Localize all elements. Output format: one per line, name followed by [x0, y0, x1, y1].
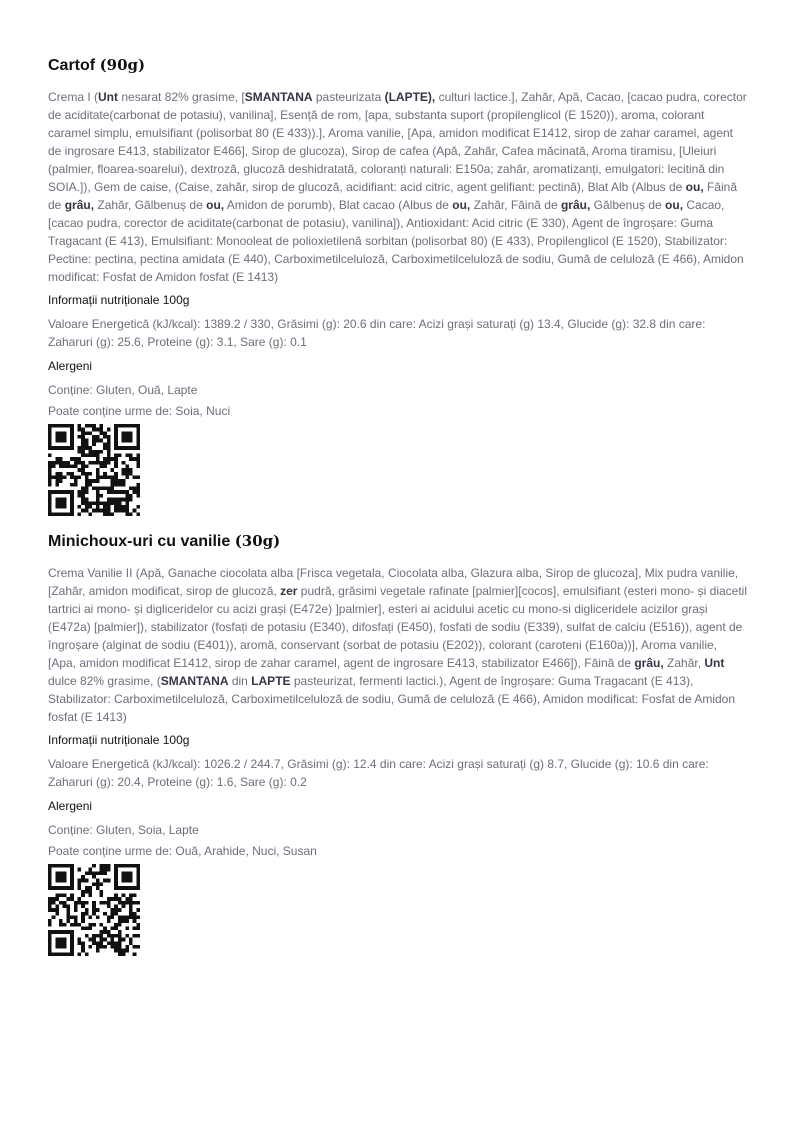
product-card — [48, 530, 748, 956]
ingredient-text: dulce 82% grasime, ( — [48, 674, 161, 688]
ingredient-text: Amidon de porumb), Blat cacao (Albus de — [224, 198, 453, 212]
product-name: Minichoux-uri cu vanilie — [48, 533, 231, 550]
ingredient-text: Zahăr, Gălbenuș de — [94, 198, 207, 212]
nutrition-values: Valoare Energetică (kJ/kcal): 1389.2 / 330, Grăsimi (g): 20.6 din care: Acizi grași saturați (g) 13.4, Glucide (g): 32.8 din care: Zaharuri (g): 25.6, Proteine (g): 3.1, Sare (g): 0.1 — [48, 317, 706, 349]
ingredient-highlight: SMANTANA — [244, 90, 313, 104]
ingredient-highlight: (LAPTE), — [384, 90, 436, 104]
ingredients-text — [48, 88, 748, 286]
ingredient-highlight: Unt — [98, 90, 119, 104]
ingredients-text — [48, 564, 748, 726]
ingredient-highlight: SMANTANA — [160, 674, 229, 688]
ingredient-text: nesarat 82% grasime, [ — [118, 90, 245, 104]
ingredient-text: Crema I ( — [48, 90, 99, 104]
product-title — [48, 54, 748, 76]
allergens-may-contain: Poate conține urme de: Ouă, Arahide, Nuci, Susan — [48, 844, 317, 858]
ingredient-text: Zahăr, Făină de — [470, 198, 561, 212]
ingredient-text: Făină de — [48, 180, 738, 212]
ingredient-text: Zahăr, — [663, 656, 705, 670]
qr-code — [48, 424, 140, 516]
ingredient-text: culturi lactice.], Zahăr, Apă, Cacao, [cacao pudra, corector de aciditate(carbonat de potasiu), vanilina], Esență de rom, [apa, substanta suport (propilenglicol (E 1520)), aroma, colorant caramel simplu, emulsifiant (polisorbat 80 (E 433)).], Aroma vanilie, [Apa, amidon modificat E1412, sirop de zahar caramel, agent de ingrosare E413, stabilizator E466], Sirop de glucoza), Sirop de cafea (Apă, Zahăr, Cafea măcinată, Aroma tiramisu, [Uleiuri (palmier, floarea-soarelui), dextroză, glucoză deshidratată, coloranți naturali: E150a; zahăr, aromatizanți, emulgatori: lecitină din SOIA.]), Gem de caise, (Caise, zahăr, sirop de glucoză, acidifiant: acid citric, agent gelifiant: pectină), Blat Alb (Albus de — [48, 90, 747, 194]
ingredient-text: din — [228, 674, 252, 688]
ingredient-highlight: ou, — [685, 180, 704, 194]
product-name: Cartof — [48, 57, 96, 74]
ingredient-highlight: ou, — [665, 198, 684, 212]
product-weight: (90g) — [99, 56, 146, 74]
ingredient-text: pasteurizata — [312, 90, 385, 104]
ingredient-highlight: ou, — [206, 198, 225, 212]
product-weight: (30g) — [234, 532, 281, 550]
nutrition-label: Informații nutriționale 100g — [48, 733, 190, 747]
allergens-contains: Conține: Gluten, Soia, Lapte — [48, 823, 199, 837]
allergens-label: Alergeni — [48, 359, 93, 373]
ingredient-text: Gălbenuș de — [590, 198, 666, 212]
ingredient-highlight: Unt — [704, 656, 725, 670]
ingredient-text: pasteurizat, fermenti lactici.), Agent de îngroșare: Guma Tragacant (E 413), Stabilizator: Carboximetilceluloză, Carboximetilceluloză de sodiu, Gumă de celuloză (E 466), Amidon modificat: Fosfat de Amidon fosfat (E 1413) — [48, 674, 735, 724]
allergens-label: Alergeni — [48, 799, 93, 813]
nutrition-label: Informații nutriționale 100g — [48, 293, 190, 307]
ingredient-highlight: zer — [280, 584, 298, 598]
ingredient-highlight: grâu, — [634, 656, 664, 670]
ingredient-highlight: ou, — [452, 198, 471, 212]
allergens-contains: Conține: Gluten, Ouă, Lapte — [48, 383, 198, 397]
ingredient-highlight: grâu, — [560, 198, 591, 212]
ingredient-highlight: grâu, — [64, 198, 95, 212]
ingredient-text: pudră, grăsimi vegetale rafinate [palmier][cocos], emulsifiant (esteri mono- și diacetil tartrici ai mono- și digliceridelor cu acizi grași (E472e) ]palmier], esteri ai acidului acetic cu mono-si digliceridele acizilor grași (E472a) [palmier]), stabilizator (fosfați de potasiu (E340), difosfați (E450), fosfati de sodiu (E339), sulfat de calciu (E516)), agent de îngroșare (alginat de sodiu (E401)), aromă, conservant (sorbat de potasiu (E202)), colorant (caroteni (E160a))], Aroma vanilie, [Apa, amidon modificat E1412, sirop de zahar caramel, agent de ingrosare E413, stabilizator E466]), Făină de — [48, 584, 747, 670]
allergens-may-contain: Poate conține urme de: Soia, Nuci — [48, 404, 231, 418]
ingredient-text: Crema Vanilie II (Apă, Ganache ciocolata alba [Frisca vegetala, Ciocolata alba, Glazura alba, Sirop de glucoza], Mix pudra vanilie, [Zahăr, amidon modificat, sirop de glucoză, — [48, 566, 739, 598]
qr-code — [48, 864, 140, 956]
ingredient-highlight: LAPTE — [251, 674, 291, 688]
ingredient-text: Cacao, [cacao pudra, corector de aciditate(carbonat de potasiu), vanilina]), Antioxidant: Acid citric (E 330), Agent de îngroșare: Guma Tragacant (E 413), Emulsifiant: Monooleat de polioxietilenă sorbitan (polisorbat 80) (E 433), Propilenglicol (E 1520), Stabilizator: Pectine: pectina, pectina amidata (E 440), Carboximetilceluloză, Carboximetilceluloză de sodiu, Gumă de celuloză (E 466), Amidon modificat: Fosfat de Amidon fosfat (E 1413) — [48, 198, 744, 284]
nutrition-values: Valoare Energetică (kJ/kcal): 1026.2 / 244.7, Grăsimi (g): 12.4 din care: Acizi grași saturați (g) 8.7, Glucide (g): 10.6 din care: Zaharuri (g): 20.4, Proteine (g): 1.6, Sare (g): 0.2 — [48, 757, 709, 789]
product-title — [48, 530, 748, 552]
product-card — [48, 54, 748, 516]
